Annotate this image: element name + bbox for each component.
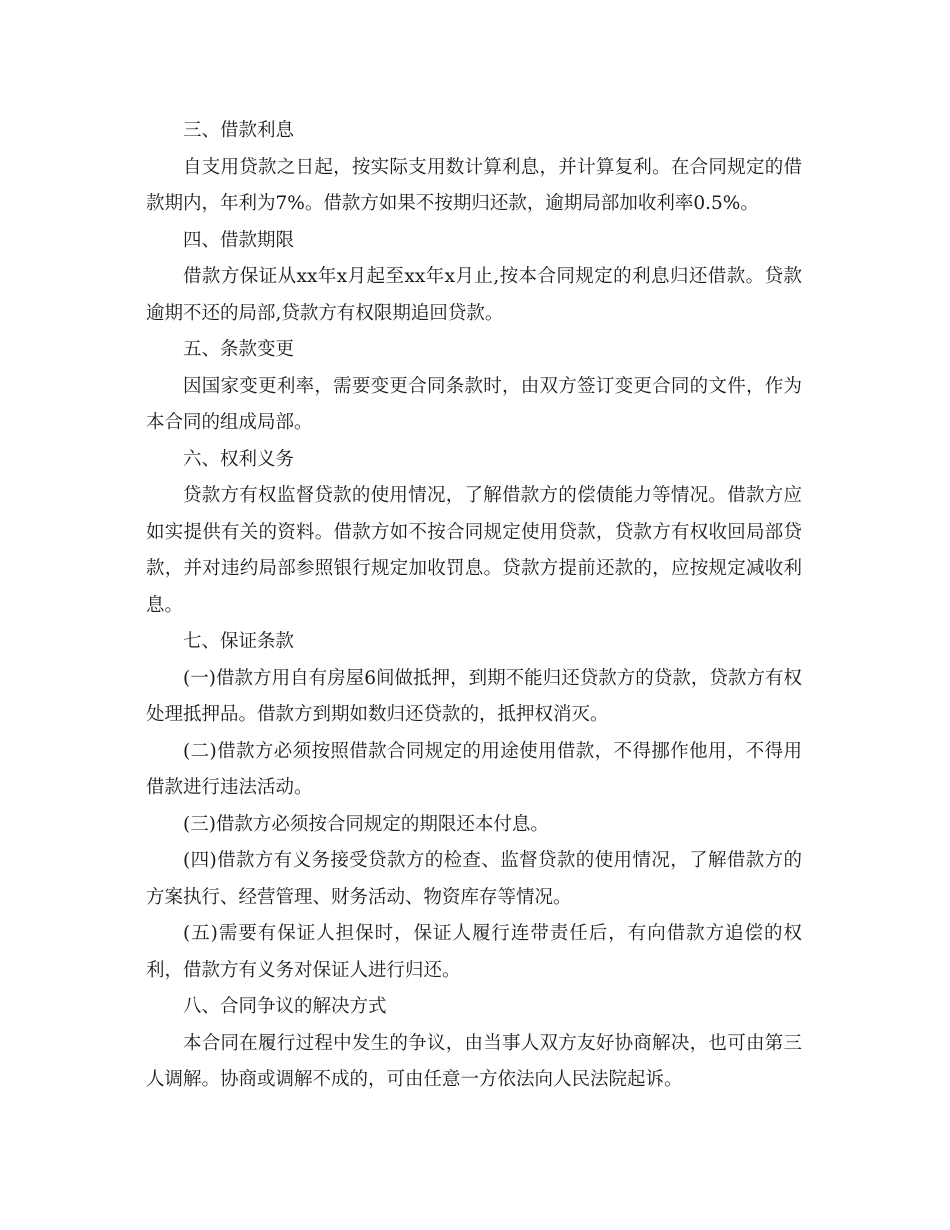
section-heading-guarantee: 七、保证条款	[183, 631, 295, 652]
section-heading-change: 五、条款变更	[183, 339, 295, 360]
section-heading-interest: 三、借款利息	[183, 120, 295, 141]
paragraph-change: 因国家变更利率，需要变更合同条款时，由双方签订变更合同的文件，作为本合同的组成局部。	[146, 375, 802, 433]
section-heading-rights: 六、权利义务	[183, 448, 295, 470]
section-heading-dispute: 八、合同争议的解决方式	[183, 996, 387, 1017]
paragraph-guarantee-5: (五)需要有保证人担保时，保证人履行连带责任后，有向借款方追偿的权利，借款方有义务对保证人进行归还。	[146, 923, 802, 981]
paragraph-guarantee-2: (二)借款方必须按照借款合同规定的用途使用借款，不得挪作他用，不得用借款进行违法活动。	[146, 740, 802, 798]
paragraph-term: 借款方保证从xx年x月起至xx年x月止,按本合同规定的利息归还借款。贷款逾期不还的局部,贷款方有权限期追回贷款。	[146, 266, 802, 324]
paragraph-dispute: 本合同在履行过程中发生的争议，由当事人双方友好协商解决，也可由第三人调解。协商或调解不成的，可由任意一方依法向人民法院起诉。	[146, 1032, 802, 1090]
section-heading-term: 四、借款期限	[183, 229, 295, 251]
paragraph-interest: 自支用贷款之日起，按实际支用数计算利息，并计算复利。在合同规定的借款期内，年利为7%。借款方如果不按期归还款，逾期局部加收利率0.5%。	[146, 156, 802, 214]
paragraph-guarantee-4: (四)借款方有义务接受贷款方的检查、监督贷款的使用情况，了解借款方的方案执行、经营管理、财务活动、物资库存等情况。	[146, 850, 802, 908]
paragraph-rights: 贷款方有权监督贷款的使用情况，了解借款方的偿债能力等情况。借款方应如实提供有关的资料。借款方如不按合同规定使用贷款，贷款方有权收回局部贷款，并对违约局部参照银行规定加收罚息。贷款方提前还款的，应按规定减收利息。	[146, 485, 802, 616]
paragraph-guarantee-3: (三)借款方必须按合同规定的期限还本付息。	[183, 813, 549, 835]
document-body	[146, 113, 802, 1099]
paragraph-guarantee-1: (一)借款方用自有房屋6间做抵押，到期不能归还贷款方的贷款，贷款方有权处理抵押品。借款方到期如数归还贷款的，抵押权消灭。	[146, 667, 802, 725]
